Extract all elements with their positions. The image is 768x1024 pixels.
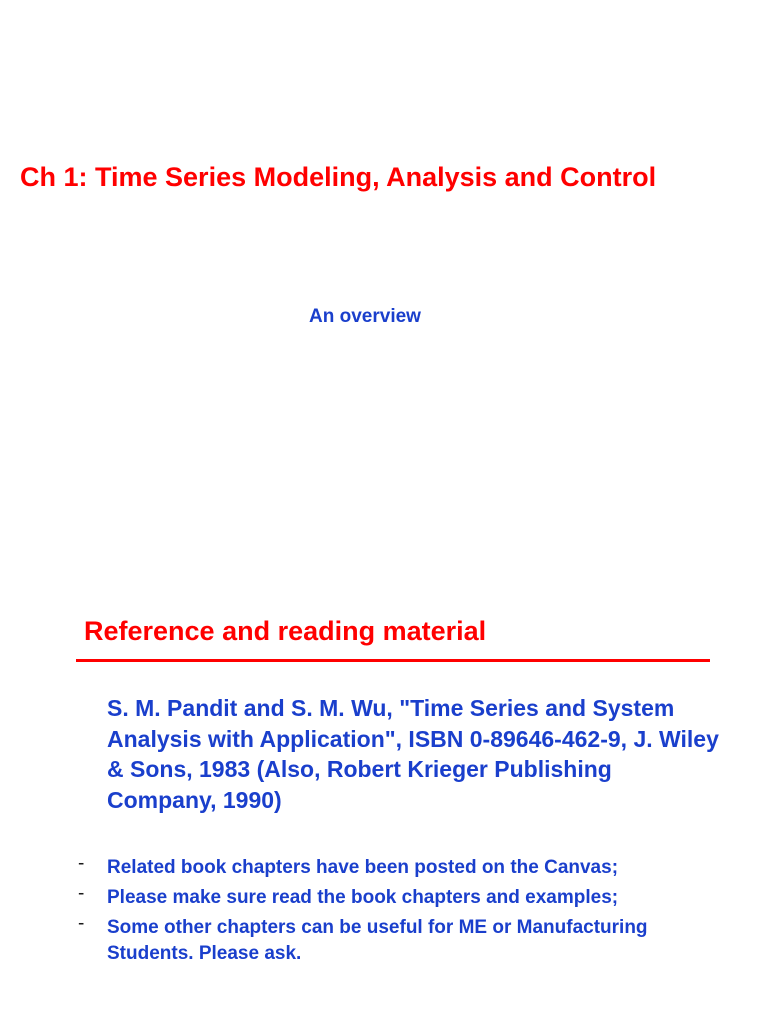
bullet-text: Some other chapters can be useful for ME or Manufacturing Students. Please ask. [107, 917, 648, 964]
section-divider [76, 659, 710, 662]
list-item [0, 885, 768, 911]
bullet-text: Please make sure read the book chapters and examples; [107, 887, 619, 908]
slide-subtitle: An overview [309, 306, 421, 327]
dash-bullet-icon: - [78, 853, 85, 874]
dash-bullet-icon: - [78, 883, 85, 904]
bullet-text: Related book chapters have been posted on the Canvas; [107, 857, 619, 878]
section-heading: Reference and reading material [84, 616, 487, 646]
dash-bullet-icon: - [78, 913, 85, 934]
list-item [0, 915, 768, 967]
list-item [0, 855, 768, 881]
reference-citation: S. M. Pandit and S. M. Wu, "Time Series and System Analysis with Application", ISBN 0-89646-462-9, J. Wiley & Sons, 1983 (Also, Robert Krieger Publishing Company, 1990) [107, 695, 719, 813]
bullet-list [0, 855, 768, 971]
slide-title: Ch 1: Time Series Modeling, Analysis and Control [20, 162, 657, 192]
